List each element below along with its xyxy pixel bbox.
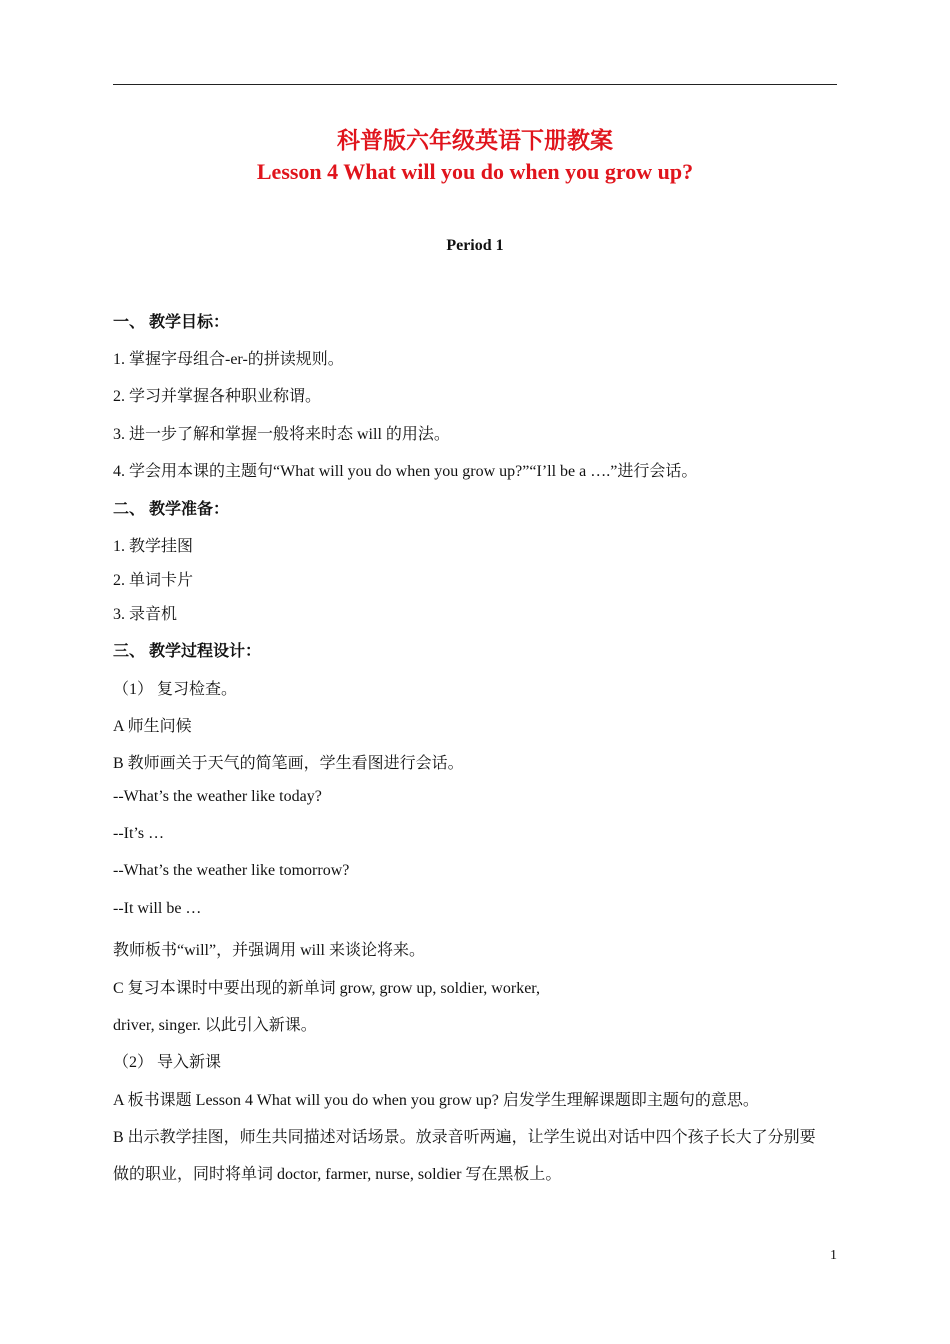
body-line: --What’s the weather like today? bbox=[113, 788, 322, 805]
section-heading: 二、 教学准备： bbox=[113, 501, 230, 518]
header-rule bbox=[113, 84, 837, 85]
body-line: 教师板书“will”，并强调用 will 来谈论将来。 bbox=[113, 942, 425, 959]
body-line: 做的职业，同时将单词 doctor, farmer, nurse, soldier 写在黑板上。 bbox=[113, 1166, 562, 1183]
body-line: 3. 进一步了解和掌握一般将来时态 will 的用法。 bbox=[113, 426, 450, 443]
body-line: （1） 复习检查。 bbox=[113, 681, 238, 698]
body-line: 2. 单词卡片 bbox=[113, 572, 194, 589]
title-chinese: 科普版六年级英语下册教案 bbox=[337, 128, 613, 153]
body-line: 3. 录音机 bbox=[113, 606, 178, 623]
body-line: --It will be … bbox=[113, 900, 202, 917]
body-line: 1. 教学挂图 bbox=[113, 538, 194, 555]
period-heading: Period 1 bbox=[446, 237, 504, 254]
body-line: C 复习本课时中要出现的新单词 grow, grow up, soldier, worker, bbox=[113, 980, 540, 997]
body-line: driver, singer. 以此引入新课。 bbox=[113, 1017, 317, 1034]
body-line: （2） 导入新课 bbox=[113, 1054, 222, 1071]
body-line: 4. 学会用本课的主题句“What will you do when you grow up?”“I’ll be a ….”进行会话。 bbox=[113, 463, 698, 480]
page-number: 1 bbox=[830, 1248, 837, 1263]
title-english: Lesson 4 What will you do when you grow up? bbox=[256, 159, 694, 184]
section-heading: 一、 教学目标： bbox=[113, 314, 230, 331]
body-line: A 板书课题 Lesson 4 What will you do when you grow up? 启发学生理解课题即主题句的意思。 bbox=[113, 1092, 759, 1109]
body-line: B 教师画关于天气的简笔画，学生看图进行会话。 bbox=[113, 755, 464, 772]
body-line: --It’s … bbox=[113, 825, 165, 842]
body-line: 1. 掌握字母组合-er-的拼读规则。 bbox=[113, 351, 344, 368]
section-heading: 三、 教学过程设计： bbox=[113, 643, 262, 660]
body-line: B 出示教学挂图，师生共同描述对话场景。放录音听两遍，让学生说出对话中四个孩子长大了分别要 bbox=[113, 1129, 816, 1146]
body-line: 2. 学习并掌握各种职业称谓。 bbox=[113, 388, 322, 405]
body-line: A 师生问候 bbox=[113, 718, 192, 735]
body-line: --What’s the weather like tomorrow? bbox=[113, 862, 350, 879]
